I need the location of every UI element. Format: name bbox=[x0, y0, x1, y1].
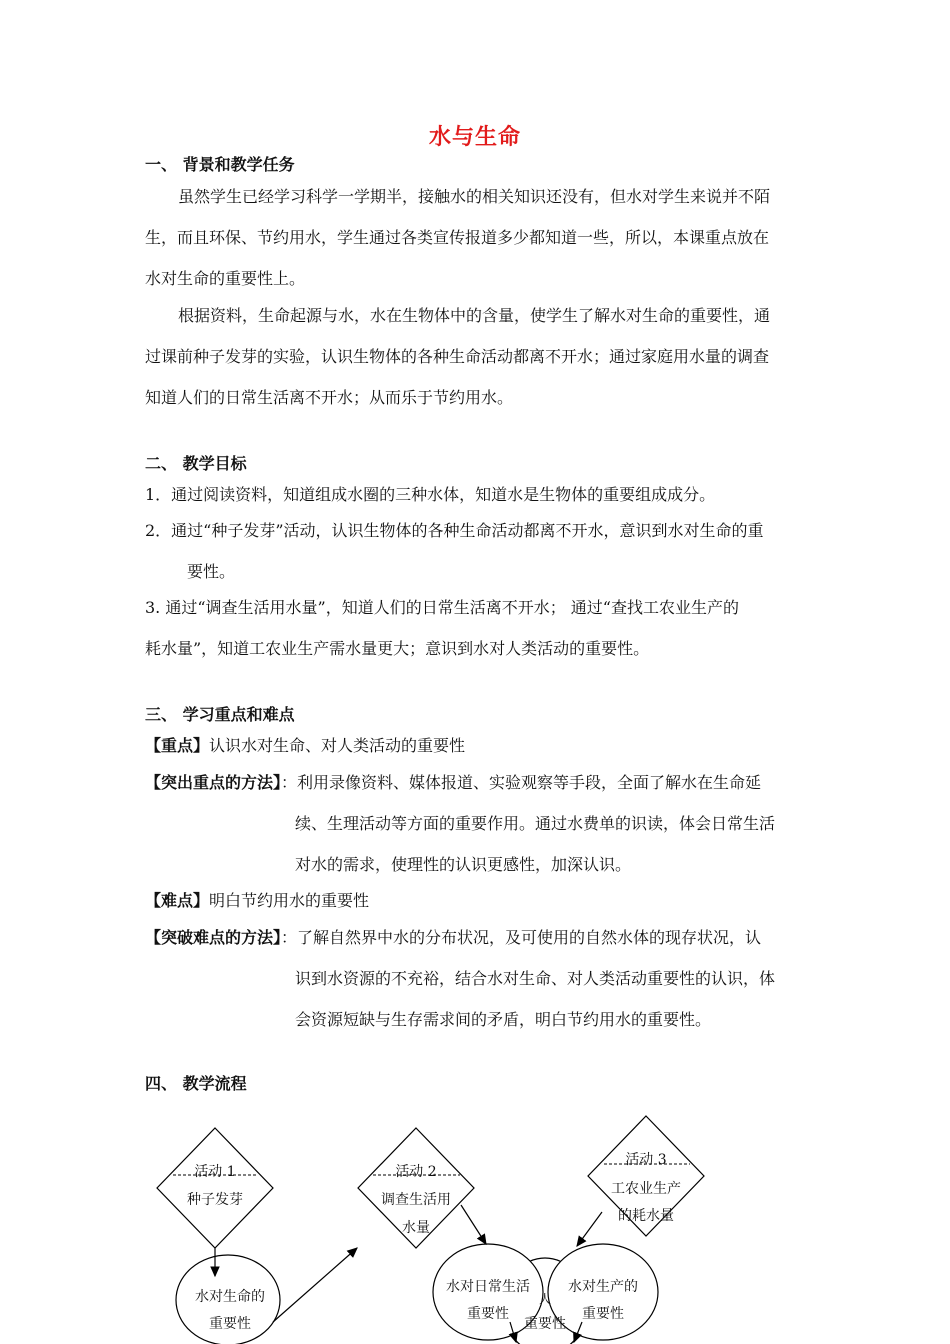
section-4-heading: 四、 教学流程 bbox=[145, 1074, 247, 1093]
teaching-flow-diagram bbox=[0, 1100, 950, 1344]
activity-3-text-line-1: 工农业生产 bbox=[611, 1181, 681, 1197]
section-2-heading: 二、 教学目标 bbox=[145, 454, 247, 473]
key-label: 【重点】 bbox=[145, 736, 210, 755]
production-text-1: 水对生产的 bbox=[568, 1279, 638, 1295]
difficult-point bbox=[145, 880, 807, 921]
line: 会资源短缺与生存需求间的矛盾，明白节约用水的重要性。 bbox=[295, 1010, 712, 1029]
line: 根据资料，生命起源与水，水在生物体中的含量，使学生了解水对生命的重要性，通 bbox=[178, 306, 771, 325]
activity-3-text-line-2: 的耗水量 bbox=[618, 1208, 674, 1224]
production-text-2: 重要性 bbox=[582, 1306, 624, 1322]
key-method-text: ：利用录像资料、媒体报道、实验观察等手段，全面了解水在生命延 bbox=[281, 773, 762, 792]
line: 识到水资源的不充裕，结合水对生命、对人类活动重要性的认识，体 bbox=[295, 969, 776, 988]
life-importance-text-1: 水对生命的 bbox=[195, 1289, 265, 1305]
key-method bbox=[145, 762, 807, 885]
key-text: 认识水对生命、对人类活动的重要性 bbox=[209, 736, 466, 755]
section-1-para-1 bbox=[145, 176, 807, 299]
arrow-circle1-to-diamond2 bbox=[273, 1248, 357, 1322]
life-importance-text-2: 重要性 bbox=[209, 1316, 251, 1332]
activity-3-label: 活动 3 bbox=[625, 1152, 667, 1168]
daily-life-text-1: 水对日常生活 bbox=[446, 1279, 530, 1295]
activity-1-text: 种子发芽 bbox=[187, 1192, 243, 1208]
line: 虽然学生已经学习科学一学期半，接触水的相关知识还没有，但水对学生来说并不陌 bbox=[178, 187, 771, 206]
activity-2-label: 活动 2 bbox=[395, 1164, 437, 1180]
line: 对水的需求，使理性的认识更感性，加深认识。 bbox=[295, 855, 632, 874]
section-3-heading: 三、 学习重点和难点 bbox=[145, 705, 295, 724]
goal-2 bbox=[145, 510, 807, 592]
line bbox=[145, 917, 807, 958]
diff-method-label: 【突破难点的方法】 bbox=[145, 928, 282, 947]
difficult-method bbox=[145, 917, 807, 1040]
line: 知道人们的日常生活离不开水；从而乐于节约用水。 bbox=[145, 388, 514, 407]
line bbox=[145, 762, 807, 803]
activity-2-text-line-1: 调查生活用 bbox=[381, 1192, 451, 1208]
line: 生，而且环保、节约用水，学生通过各类宣传报道多少都知道一些，所以，本课重点放在 bbox=[145, 228, 770, 247]
line: 水对生命的重要性上。 bbox=[145, 269, 306, 288]
human-activity-text-2: 重要性 bbox=[524, 1316, 566, 1332]
line: 续、生理活动等方面的重要作用。通过水费单的识读，体会日常生活 bbox=[295, 814, 776, 833]
human-activity-text-1: 人 bbox=[538, 1292, 551, 1306]
diff-method-text: ：了解自然界中水的分布状况，及可使用的自然水体的现存状况，认 bbox=[281, 928, 762, 947]
key-point bbox=[145, 725, 807, 766]
diff-label: 【难点】 bbox=[145, 891, 210, 910]
goal-1: 1．通过阅读资料，知道组成水圈的三种水体，知道水是生物体的重要组成成分。 bbox=[145, 485, 716, 504]
line: 过课前种子发芽的实验，认识生物体的各种生命活动都离不开水；通过家庭用水量的调查 bbox=[145, 347, 770, 366]
diff-text: 明白节约用水的重要性 bbox=[209, 891, 370, 910]
daily-life-text-2: 重要性 bbox=[467, 1306, 509, 1322]
line: 要性。 bbox=[187, 562, 236, 581]
line: 2．通过“种子发芽”活动，认识生物体的各种生命活动都离不开水，意识到水对生命的重 bbox=[145, 521, 764, 540]
section-1-heading: 一、 背景和教学任务 bbox=[145, 155, 295, 174]
key-method-label: 【突出重点的方法】 bbox=[145, 773, 282, 792]
line: 3. 通过“调查生活用水量”，知道人们的日常生活离不开水； 通过“查找工农业生产的 bbox=[145, 598, 739, 617]
activity-1-label: 活动 1 bbox=[194, 1164, 236, 1180]
page-title: 水与生命 bbox=[428, 124, 521, 150]
line: 耗水量”，知道工农业生产需水量更大；意识到水对人类活动的重要性。 bbox=[145, 639, 650, 658]
goal-3 bbox=[145, 587, 807, 669]
activity-2-text-line-2: 水量 bbox=[402, 1220, 430, 1236]
section-1-para-2 bbox=[145, 295, 807, 418]
